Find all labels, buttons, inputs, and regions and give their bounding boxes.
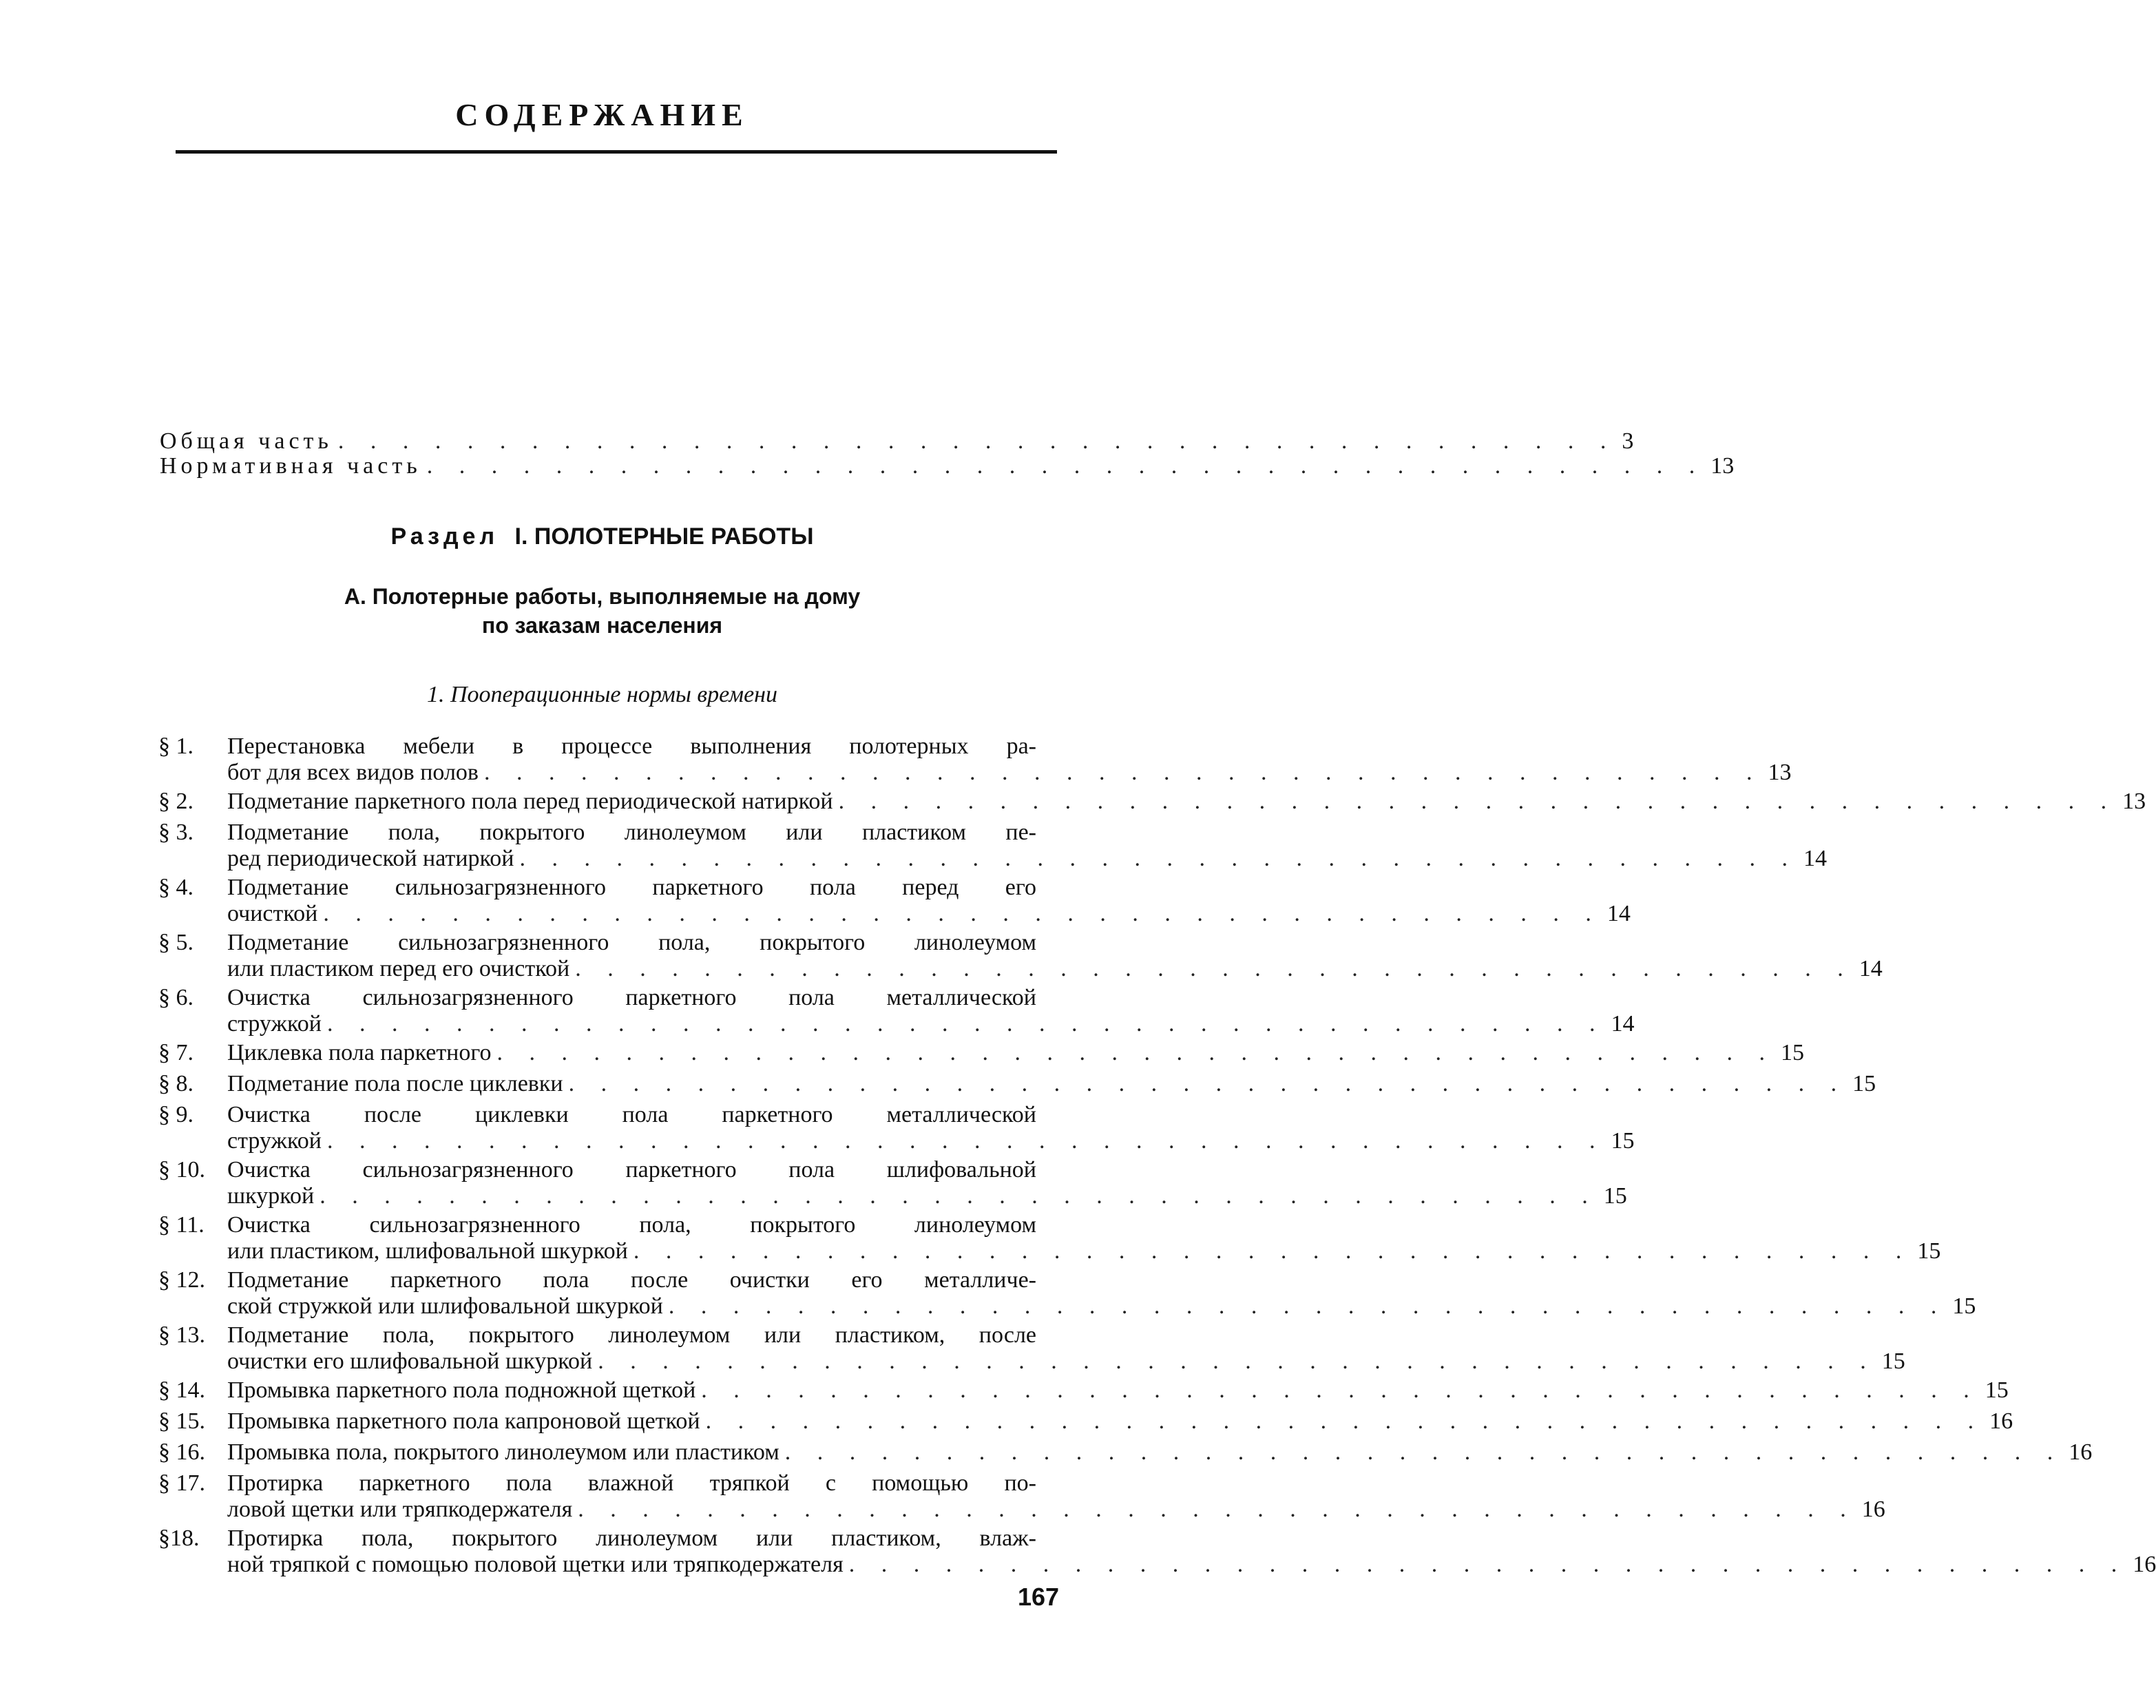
toc-entry-title: Подметание паркетного пола после очистки его металличе- xyxy=(227,1267,1036,1293)
toc-entry xyxy=(158,1377,2009,1404)
dot-leader: . . . . . . . . . . . . . . . . . . . . . . . . . . . . . . . . . . . . . . . . xyxy=(848,1552,2128,1577)
section-number: I. xyxy=(514,523,528,550)
toc-entry-title: Промывка паркетного пола капроновой щеткой xyxy=(227,1408,700,1434)
dot-leader: . . . . . . . . . . . . . . . . . . . . . . . . . . . . . . . . . . . . . . . . xyxy=(705,1408,1985,1434)
toc-entry-title-cont: ской стружкой или шлифовальной шкуркой xyxy=(227,1293,663,1319)
dot-leader: . . . . . . . . . . . . . . . . . . . . . . . . . . . . . . . . . . . . . . . . xyxy=(633,1238,1912,1264)
toc-entry-title: Циклевка пола паркетного xyxy=(227,1040,492,1065)
dot-leader: . . . . . . . . . . . . . . . . . . . . . . . . . . . . . . . . . . . . . . . . xyxy=(701,1377,1980,1403)
dot-leader: . . . . . . . . . . . . . . . . . . . . . . . . . . . . . . . . . . . . . . . . xyxy=(320,1183,1598,1209)
subsection-heading-line1: А. Полотерные работы, выполняемые на дому xyxy=(344,584,861,609)
toc-page-number: 13 xyxy=(2122,789,2146,814)
toc-page-number: 15 xyxy=(1780,1040,1804,1065)
paragraph-number: § 1. xyxy=(158,733,193,759)
dot-leader: . . . . . . . . . . . . . . . . . . . . . . . . . . . . . . . . . . . . . . . . xyxy=(784,1439,2064,1465)
toc-entry-title: Подметание сильнозагрязненного паркетного пола перед его xyxy=(227,875,1036,900)
paragraph-number: § 8. xyxy=(158,1071,193,1096)
toc-entry xyxy=(158,733,1792,786)
toc-entry-title: Подметание сильнозагрязненного пола, покрытого линолеумом xyxy=(227,930,1036,955)
paragraph-number: § 9. xyxy=(158,1102,193,1127)
toc-page-number: 16 xyxy=(2069,1439,2093,1465)
subsection-heading-line2: по заказам населения xyxy=(481,613,723,638)
dot-leader: . . . . . . . . . . . . . . . . . . . . . . . . . . . . . . . . . . . . . . . . xyxy=(575,956,1854,981)
toc-entry-title-cont: ной тряпкой с помощью половой щетки или тряпкодержателя xyxy=(227,1552,844,1577)
toc-entry-title: Подметание пола, покрытого линолеумом или пластиком, после xyxy=(227,1322,1036,1348)
toc-page-number: 16 xyxy=(2133,1552,2156,1577)
toc-page-number: 15 xyxy=(1917,1238,1941,1264)
toc-entry-title: Очистка после циклевки пола паркетного металлической xyxy=(227,1102,1036,1127)
dot-leader: . . . . . . . . . . . . . . . . . . . . . . . . . . . . . . . . . . . . . . . . xyxy=(326,1128,1606,1154)
toc-entry-title-cont: очисткой xyxy=(227,901,318,926)
paragraph-number: § 14. xyxy=(158,1377,205,1403)
toc-entry xyxy=(158,1212,1941,1264)
paragraph-number: §18. xyxy=(158,1525,200,1551)
toc-page-number: 15 xyxy=(1881,1348,1905,1374)
toc-page-number: 14 xyxy=(1803,846,1827,871)
toc-entry xyxy=(158,985,1635,1037)
toc-page-number: 13 xyxy=(1710,453,1735,479)
toc-entry-title-cont: шкуркой xyxy=(227,1183,315,1209)
toc-entry-title: Протирка паркетного пола влажной тряпкой с помощью по- xyxy=(227,1470,1036,1496)
toc-entry xyxy=(158,1322,1905,1375)
dot-leader: . . . . . . . . . . . . . . . . . . . . . . . . . . . . . . . . . . . . . . . . xyxy=(568,1071,1848,1096)
toc-entry xyxy=(158,930,1883,982)
toc-entry-title: Протирка пола, покрытого линолеумом или пластиком, влаж- xyxy=(227,1525,1036,1551)
toc-page-number: 3 xyxy=(1622,428,1634,454)
toc-page-number: 16 xyxy=(1861,1497,1885,1522)
toc-entry-title: Нормативная часть xyxy=(160,453,421,479)
toc-page-number: 15 xyxy=(1852,1071,1876,1096)
toc-entry-title-cont: стружкой xyxy=(227,1011,322,1037)
toc-entry xyxy=(158,1470,1885,1523)
dot-leader: . . . . . . . . . . . . . . . . . . . . . . . . . . . . . . . . . . . . . . . . xyxy=(598,1348,1876,1374)
toc-entry-title: Промывка паркетного пола подножной щеткой xyxy=(227,1377,696,1403)
toc-page-number: 14 xyxy=(1859,956,1883,981)
toc-entry xyxy=(158,1040,1804,1066)
paragraph-number: § 7. xyxy=(158,1040,193,1065)
paragraph-number: § 16. xyxy=(158,1439,205,1465)
toc-entry xyxy=(158,1267,1976,1320)
toc-entry-title: Промывка пола, покрытого линолеумом или пластиком xyxy=(227,1439,779,1465)
paragraph-number: § 3. xyxy=(158,820,193,845)
toc-entry-title: Очистка сильнозагрязненного паркетного пола шлифовальной xyxy=(227,1157,1036,1183)
toc-entry xyxy=(158,1157,1627,1209)
paragraph-number: § 2. xyxy=(158,789,193,814)
toc-entry-title: Очистка сильнозагрязненного паркетного пола металлической xyxy=(227,985,1036,1010)
toc-entry-title-cont: ловой щетки или тряпкодержателя xyxy=(227,1497,573,1522)
toc-entry xyxy=(158,1408,2013,1435)
toc-entry-title: Очистка сильнозагрязненного пола, покрытого линолеумом xyxy=(227,1212,1036,1238)
dot-leader: . . . . . . . . . . . . . . . . . . . . . . . . . . . . . . . . . . . . . . . . xyxy=(668,1293,1947,1319)
dot-leader: . . . . . . . . . . . . . . . . . . . . . . . . . . . . . . . . . . . . . . . . xyxy=(519,846,1798,871)
paragraph-number: § 13. xyxy=(158,1322,205,1348)
dot-leader: . . . . . . . . . . . . . . . . . . . . . . . . . . . . . . . . . . . . . . . . xyxy=(426,453,1706,479)
toc-page-number: 15 xyxy=(1603,1183,1627,1209)
toc-general-entry xyxy=(160,453,1735,481)
toc-entry xyxy=(158,789,2146,815)
dot-leader: . . . . . . . . . . . . . . . . . . . . . . . . . . . . . . . . . . . . . . . . xyxy=(496,1040,1775,1065)
toc-entry xyxy=(158,1439,2093,1466)
paragraph-number: § 5. xyxy=(158,930,193,955)
subsection-title: 1. Пооперационные нормы времени xyxy=(426,682,778,707)
toc-entry-title: Подметание пола, покрытого линолеумом или пластиком пе- xyxy=(227,820,1036,845)
toc-entry-title-cont: очистки его шлифовальной шкуркой xyxy=(227,1348,593,1374)
toc-entry-title-cont: или пластиком, шлифовальной шкуркой xyxy=(227,1238,628,1264)
toc-entry-title: Подметание паркетного пола перед периодической натиркой xyxy=(227,789,833,814)
toc-page-number: 16 xyxy=(1989,1408,2013,1434)
dot-leader: . . . . . . . . . . . . . . . . . . . . . . . . . . . . . . . . . . . . . . . . xyxy=(578,1497,1856,1522)
dot-leader: . . . . . . . . . . . . . . . . . . . . . . . . . . . . . . . . . . . . . . . . xyxy=(484,760,1763,785)
dot-leader: . . . . . . . . . . . . . . . . . . . . . . . . . . . . . . . . . . . . . . . . xyxy=(337,428,1617,454)
toc-entry xyxy=(158,820,1827,872)
toc-page-number: 14 xyxy=(1606,901,1631,926)
title-rule xyxy=(176,150,1057,154)
section-title: ПОЛОТЕРНЫЕ РАБОТЫ xyxy=(534,523,814,550)
dot-leader: . . . . . . . . . . . . . . . . . . . . . . . . . . . . . . . . . . . . . . . . xyxy=(838,789,2117,814)
paragraph-number: § 15. xyxy=(158,1408,205,1434)
section-word: Раздел xyxy=(390,523,499,550)
toc-entry-title-cont: бот для всех видов полов xyxy=(227,760,479,785)
toc-entry-title-cont: ред периодической натиркой xyxy=(227,846,514,871)
toc-entry xyxy=(158,1071,1876,1097)
page-title: СОДЕРЖАНИЕ xyxy=(455,97,749,132)
paragraph-number: § 10. xyxy=(158,1157,205,1183)
dot-leader: . . . . . . . . . . . . . . . . . . . . . . . . . . . . . . . . . . . . . . . . xyxy=(323,901,1602,926)
toc-entry xyxy=(158,875,1631,927)
toc-entry-title: Общая часть xyxy=(160,428,333,454)
toc-entry-title-cont: стружкой xyxy=(227,1128,322,1154)
toc-page-number: 15 xyxy=(1952,1293,1976,1319)
page-number: 167 xyxy=(1018,1583,1060,1611)
section-heading xyxy=(0,523,1204,550)
paragraph-number: § 6. xyxy=(158,985,193,1010)
toc-entry xyxy=(158,1525,2156,1578)
toc-page-number: 13 xyxy=(1768,760,1792,785)
paragraph-number: § 17. xyxy=(158,1470,205,1496)
toc-entry-title-cont: или пластиком перед его очисткой xyxy=(227,956,570,981)
toc-page-number: 14 xyxy=(1611,1011,1635,1037)
dot-leader: . . . . . . . . . . . . . . . . . . . . . . . . . . . . . . . . . . . . . . . . xyxy=(326,1011,1606,1037)
toc-general-entry xyxy=(160,428,1634,456)
toc-page-number: 15 xyxy=(1985,1377,2009,1403)
paragraph-number: § 11. xyxy=(158,1212,205,1238)
paragraph-number: § 4. xyxy=(158,875,193,900)
toc-entry-title: Перестановка мебели в процессе выполнения полотерных ра- xyxy=(227,733,1036,759)
toc-entry-title: Подметание пола после циклевки xyxy=(227,1071,563,1096)
paragraph-number: § 12. xyxy=(158,1267,205,1293)
toc-page-number: 15 xyxy=(1611,1128,1635,1154)
toc-entry xyxy=(158,1102,1635,1154)
